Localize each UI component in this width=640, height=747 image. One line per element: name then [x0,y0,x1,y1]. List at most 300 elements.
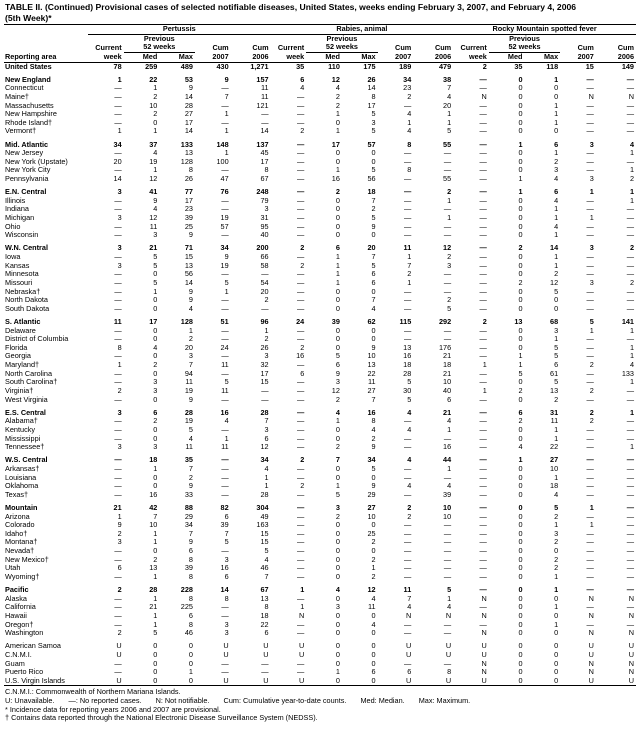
value-cell: — [586,166,594,175]
value-cell: 11 [368,378,376,387]
table-row [4,513,636,522]
value-cell: 3 [153,386,158,395]
value-cell: U [88,677,124,686]
value-cell: 1 [264,482,269,491]
value-cell: — [114,378,122,387]
value-cell: 71 [184,244,193,253]
value-cell: 25 [184,222,193,231]
table-row [4,443,636,452]
value-cell: 175 [363,62,376,71]
value-cell: 2 [518,417,523,426]
value-cell: 0 [518,127,523,136]
value-cell: 28 [184,101,193,110]
value-cell: — [479,231,487,240]
value-cell: — [626,464,634,473]
value-cell: 3 [335,503,340,512]
value-cell: 4 [518,443,523,452]
table-row [4,102,636,111]
value-cell: 2 [629,175,634,183]
value-cell: 0 [335,205,340,214]
value-cell: 0 [335,304,340,313]
value-cell: — [479,222,487,231]
value-cell: 55 [443,175,452,183]
value-cell: 0 [518,594,523,603]
value-cell: 1 [335,278,340,287]
value-cell: 0 [518,304,523,313]
value-cell: 22 [367,369,376,378]
value-cell: 2 [335,188,340,197]
value-cell: U [481,650,487,659]
value-cell: 0 [153,395,158,404]
value-cell: N [298,611,305,620]
value-cell: — [586,564,594,573]
value-cell: 17 [260,157,269,166]
value-cell: — [296,157,305,166]
value-cell: 0 [518,205,523,214]
value-cell: — [586,547,594,555]
reporting-area-cell: C.N.M.I. [5,650,32,659]
value-cell: — [479,352,487,361]
value-cell: — [586,296,594,305]
value-cell: — [479,287,487,296]
value-cell: 5 [589,317,594,326]
value-cell: 0 [554,629,559,638]
value-cell: N [588,668,594,677]
value-cell: 9 [371,443,376,452]
value-cell: 0 [518,572,523,581]
value-cell: 3 [153,231,158,240]
value-cell: 4 [371,620,376,629]
value-cell: — [114,84,122,93]
value-cell: 1 [335,261,340,270]
value-cell: 9 [188,84,193,93]
value-cell: — [221,101,229,110]
value-cell: 5 [554,352,559,361]
year-2006-label: 2006 [596,52,636,62]
value-cell: 0 [518,261,523,270]
value-cell: U [298,650,305,659]
value-cell: — [586,84,594,93]
table-body [4,62,636,686]
table-row [4,660,636,669]
value-cell: 8 [371,92,376,101]
region-row [4,409,636,418]
value-cell: 23 [403,84,412,93]
value-cell: 3 [188,352,193,361]
value-cell: 1 [371,564,376,573]
value-cell: 5 [518,369,523,378]
value-cell: 1 [224,110,229,119]
value-cell: 0 [335,343,340,352]
value-cell: 2 [407,270,412,279]
value-cell: 4 [629,361,634,369]
value-cell: — [479,529,487,538]
value-cell: N [628,629,634,638]
value-cell: 0 [518,473,523,482]
value-cell: 0 [124,677,160,686]
value-cell: — [479,84,487,93]
value-cell: 9 [371,343,376,352]
value-cell: 1 [447,594,452,603]
value-cell: 13 [184,149,193,158]
value-cell: 23 [184,205,193,214]
value-cell: — [114,287,122,296]
value-cell: — [296,222,305,231]
value-cell: — [626,456,634,465]
value-cell: 13 [367,361,376,369]
value-cell: 5 [153,629,158,638]
value-cell: — [221,473,229,482]
value-cell: — [114,572,122,581]
value-cell: 15 [260,378,269,387]
value-cell: 1 [629,166,634,175]
table-row [4,595,636,604]
value-cell: 18 [403,361,412,369]
value-cell: 4 [554,222,559,231]
value-cell: 1 [554,586,559,594]
value-cell: 0 [335,594,340,603]
current-label: Current [95,43,122,52]
value-cell: 16 [149,490,158,499]
value-cell: 0 [335,296,340,305]
value-cell: 6 [335,361,340,369]
table-row [4,288,636,297]
value-cell: 2 [589,408,594,417]
value-cell: 88 [184,503,193,512]
value-cell: 2 [371,434,376,443]
value-cell: 1 [407,118,412,127]
value-cell: 19 [184,386,193,395]
value-cell: — [114,352,122,361]
value-cell: 26 [367,75,376,84]
value-cell: 0 [335,629,340,638]
value-cell: — [296,92,305,101]
value-cell: 5 [153,253,158,261]
reporting-area-cell: Mountain [5,503,38,512]
value-cell: — [443,231,452,240]
value-cell: 6 [371,668,376,677]
value-cell: — [296,434,305,443]
value-cell: — [114,326,122,335]
region-row [4,504,636,513]
value-cell: 6 [224,512,229,521]
value-cell: — [261,270,269,279]
value-cell: 3 [264,425,269,434]
value-cell: 0 [188,659,193,668]
value-cell: — [479,205,487,214]
value-cell: — [626,538,634,547]
table-row [4,603,636,612]
value-cell: 6 [371,270,376,279]
value-cell: 4 [447,482,452,491]
value-cell: — [479,482,487,491]
value-cell: 10 [367,512,376,521]
value-cell: — [296,101,305,110]
value-cell: — [586,118,594,127]
value-cell: — [626,521,634,530]
value-cell: 0 [518,586,523,594]
value-cell: 6 [554,140,559,149]
value-cell: 1 [629,196,634,205]
table-row [4,417,636,426]
value-cell: 3 [264,352,269,361]
value-cell: 5 [371,166,376,175]
value-cell: 20 [184,343,193,352]
value-cell: 4 [335,84,340,93]
value-cell: — [586,304,594,313]
value-cell: 0 [518,425,523,434]
value-cell: 0 [554,650,559,659]
value-cell: 163 [256,521,269,530]
value-cell: — [261,395,269,404]
value-cell: 0 [518,287,523,296]
value-cell: — [479,564,487,573]
value-cell: 4 [407,603,412,612]
value-cell: 0 [518,668,523,677]
value-cell: — [296,408,305,417]
value-cell: 22 [550,443,559,452]
value-cell: 0 [489,677,525,686]
value-cell: 0 [153,335,158,344]
reporting-area-cell: Mid. Atlantic [5,140,49,149]
value-cell: N [628,594,634,603]
value-cell: — [479,490,487,499]
table-row [4,465,636,474]
value-cell: 1 [554,434,559,443]
value-cell: 9 [371,482,376,491]
value-cell: 28 [184,408,193,417]
legend-no-cases: —: No reported cases. [68,695,142,705]
value-cell: 2 [335,512,340,521]
value-cell: — [296,231,305,240]
reporting-area-cell: E.S. Central [5,408,46,417]
value-cell: — [296,490,305,499]
value-cell: 1 [153,572,158,581]
value-cell: — [114,118,122,127]
value-cell: 3 [589,175,594,183]
table-row [4,84,636,93]
value-cell: — [626,118,634,127]
value-cell: 10 [149,101,158,110]
value-cell: N [481,594,487,603]
value-cell: 56 [184,270,193,279]
table-row [4,223,636,232]
value-cell: — [443,157,452,166]
table-row [4,491,636,500]
value-cell: — [114,270,122,279]
reporting-area-cell: Florida [5,343,28,352]
value-cell: 7 [371,253,376,261]
value-cell: — [296,529,305,538]
value-cell: 1 [589,188,594,197]
value-cell: — [114,434,122,443]
value-cell: — [586,586,594,594]
value-cell: 0 [153,473,158,482]
table-row [4,530,636,539]
value-cell: 0 [335,642,340,651]
value-cell: U [195,677,231,686]
value-cell: 4 [371,304,376,313]
value-cell: 21 [443,352,452,361]
value-cell: 2 [117,586,122,594]
value-cell: 2 [153,417,158,426]
value-cell: 2 [153,92,158,101]
current-label: Current [460,43,487,52]
value-cell: 141 [621,317,634,326]
value-cell: 0 [335,620,340,629]
value-cell: 14 [113,175,122,183]
value-cell: 3 [224,629,229,638]
value-cell: — [479,512,487,521]
value-cell: — [443,149,452,158]
value-cell: 11 [185,443,193,452]
reporting-area-cell: U.S. Virgin Islands [4,677,88,686]
current-label: Current [277,43,305,52]
reporting-area-cell: Iowa [5,253,21,261]
value-cell: 11 [113,317,122,326]
table-row [4,327,636,336]
value-cell: 1 [554,620,559,629]
value-cell: 0 [371,611,376,620]
value-cell: — [479,304,487,313]
value-cell: 1 [629,149,634,158]
value-cell: 3 [117,261,122,270]
value-cell: 27 [367,386,376,395]
value-cell: — [479,369,487,378]
value-cell: 200 [256,244,269,253]
value-cell: 2 [482,62,487,71]
value-cell: — [296,417,305,426]
value-cell: 1 [554,231,559,240]
value-cell: 34 [184,521,193,530]
value-cell: — [296,304,305,313]
value-cell: — [221,668,229,677]
value-cell: 5 [407,378,412,387]
table-row [4,262,636,271]
value-cell: 0 [371,473,376,482]
value-cell: — [443,572,452,581]
value-cell: 133 [621,369,634,378]
value-cell: 0 [554,304,559,313]
value-cell: 0 [518,110,523,119]
value-cell: 0 [518,611,523,620]
value-cell: N [588,92,594,101]
value-cell: 6 [188,611,193,620]
value-cell: 0 [518,482,523,491]
value-cell: — [261,386,269,395]
value-cell: 0 [518,395,523,404]
value-cell: — [586,395,594,404]
footnotes [5,688,636,722]
value-cell: — [443,166,452,175]
med-label: Med [489,52,525,62]
value-cell: — [261,668,269,677]
value-cell: 1 [224,287,229,296]
value-cell: 8 [264,603,269,612]
reporting-area-cell: Oklahoma [5,482,39,491]
value-cell: — [296,361,305,369]
value-cell: 7 [447,84,452,93]
table-row [4,370,636,379]
value-cell: — [296,395,305,404]
value-cell: — [626,473,634,482]
value-cell: — [479,140,487,149]
value-cell: 11 [221,443,229,452]
value-cell: 9 [188,395,193,404]
value-cell: — [479,538,487,547]
value-cell: — [296,253,305,261]
value-cell: — [403,149,412,158]
value-cell: 0 [525,677,561,686]
table-row [4,119,636,128]
value-cell: — [626,512,634,521]
value-cell: 2 [153,361,158,369]
week-label: week [271,52,307,62]
reporting-area-cell: Idaho† [5,529,28,538]
value-cell: 31 [260,214,269,222]
value-cell: 8 [407,166,412,175]
value-cell: 118 [546,62,559,71]
value-cell: — [586,149,594,158]
value-cell: 4 [407,425,412,434]
value-cell: 0 [371,287,376,296]
value-cell: 7 [224,92,229,101]
value-cell: 16 [403,352,412,361]
value-cell: 0 [335,473,340,482]
value-cell: — [221,205,229,214]
value-cell: 5 [371,464,376,473]
value-cell: 35 [184,456,193,465]
value-cell: 5 [554,287,559,296]
value-cell: 30 [403,386,412,395]
value-cell: — [479,408,487,417]
value-cell: 0 [153,326,158,335]
value-cell: — [403,620,412,629]
value-cell: 0 [153,659,158,668]
table-title [5,2,636,24]
value-cell: 0 [335,196,340,205]
value-cell: — [626,425,634,434]
group-header-pertussis: Pertussis [88,25,271,35]
reporting-area-cell: Maryland† [5,361,40,369]
value-cell: — [403,287,412,296]
value-cell: 115 [399,317,412,326]
value-cell: 1 [224,127,229,136]
value-cell: — [296,538,305,547]
value-cell: 0 [153,547,158,555]
value-cell: — [626,157,634,166]
reporting-area-cell: Wisconsin [5,231,39,240]
reporting-area-cell: Montana† [5,538,38,547]
value-cell: 1 [153,529,158,538]
value-cell: — [221,335,229,344]
value-cell: 38 [443,75,452,84]
reporting-area-cell: Michigan [5,214,35,222]
reporting-area-cell: Alaska [5,594,27,603]
value-cell: 6 [264,434,269,443]
value-cell: 46 [260,564,269,573]
value-cell: — [479,395,487,404]
value-cell: — [479,464,487,473]
value-cell: U [413,677,453,686]
value-cell: U [481,642,487,651]
value-cell: — [479,343,487,352]
value-cell: — [479,214,487,222]
value-cell: 4 [407,482,412,491]
value-cell: 0 [554,611,559,620]
value-cell: — [296,110,305,119]
week-label: week [453,52,489,62]
